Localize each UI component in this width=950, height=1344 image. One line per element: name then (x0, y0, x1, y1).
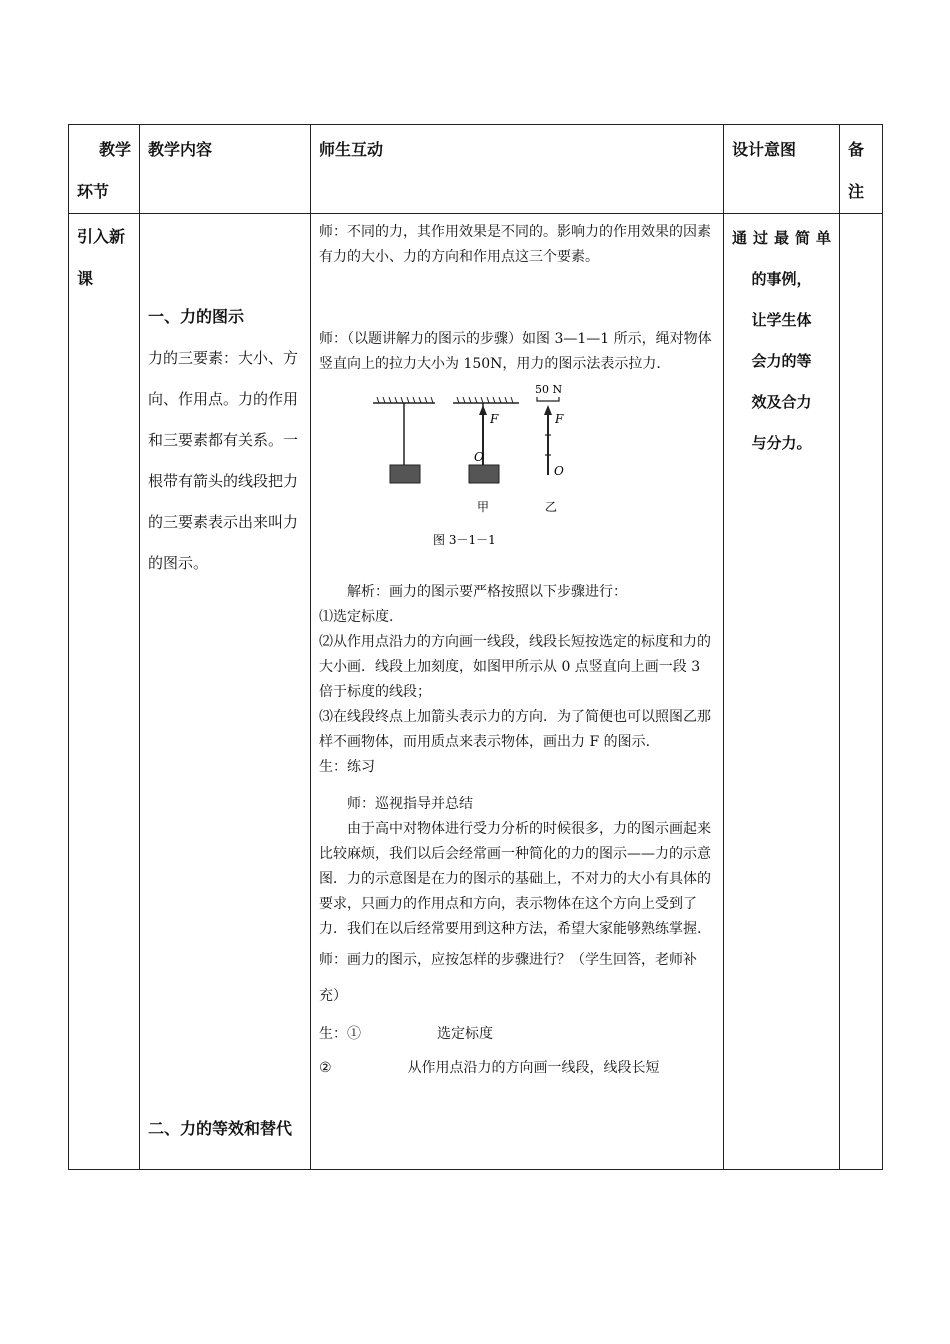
lesson-plan-table (68, 124, 883, 1170)
label-yi: 乙 (545, 500, 558, 514)
intent-line-4: 会力的等 (751, 352, 812, 370)
intent-cell (724, 214, 840, 1170)
header-notes (840, 125, 883, 214)
intent-line-3: 让学生体 (751, 311, 812, 329)
point-label-jia: O (474, 450, 484, 464)
header-stage (69, 125, 140, 214)
table-header-row (69, 125, 883, 214)
interaction-p11 (319, 1016, 715, 1052)
intent-line-2: 的事例， (751, 270, 812, 288)
interaction-p10: 师：画力的图示，应按怎样的步骤进行？（学生回答，老师补充） (319, 952, 697, 1004)
interaction-p3: 解析：画力的图示要严格按照以下步骤进行： (347, 584, 627, 600)
intent-line-5: 效及合力 (751, 393, 812, 411)
scale-label: 50 N (535, 383, 563, 396)
stage-line2: 课 (77, 269, 94, 288)
header-stage-line1: 教学 (98, 140, 131, 159)
interaction-p11-text: 选定标度 (437, 1026, 493, 1042)
header-intent: 设计意图 (724, 125, 840, 214)
point-label-yi: O (554, 464, 564, 478)
force-label-jia: F (490, 412, 499, 426)
figure-3-1-1 (369, 381, 715, 558)
interaction-p2: 师：（以题讲解力的图示的步骤）如图 3—1—1 所示，绳对物体竖直向上的拉力大小为 150N，用力的图示法表示拉力. (319, 331, 712, 372)
content-cell (140, 214, 311, 1170)
interaction-p6: ⑶在线段终点上加箭头表示力的方向．为了简便也可以照图乙那样不画物体，而用质点来表示物体，画出力 F 的图示. (319, 709, 711, 750)
intent-line-1: 通过最简单 (732, 229, 831, 247)
intent-line-6: 与分力。 (751, 434, 812, 452)
interaction-p1: 师：不同的力，其作用效果是不同的。影响力的作用效果的因素有力的大小、力的方向和作用点这三个要素。 (319, 224, 711, 265)
interaction-p12-text: 从作用点沿力的方向画一线段，线段长短 (407, 1060, 660, 1076)
content-heading-2: 二、力的等效和替代 (148, 1119, 293, 1138)
force-label-yi: F (555, 412, 564, 426)
block-left (390, 465, 420, 483)
interaction-p5: ⑵从作用点沿力的方向画一线段，线段长短按选定的标度和力的大小画．线段上加刻度，如图甲所示从 0 点竖直向上画一段 3 倍于标度的线段； (319, 634, 711, 700)
interaction-p9: 由于高中对物体进行受力分析的时候很多，力的图示画起来比较麻烦，我们以后会经常画一种简化的力的图示——力的示意图．力的示意图是在力的图示的基础上，不对力的大小有具体的要求，只画力的作用点和方向，表示物体在这个方向上受到了力．我们在以后经常要用到这种方法，希望大家能够熟练掌握. (319, 821, 711, 937)
header-interaction: 师生互动 (311, 125, 724, 214)
force-diagram-figure (369, 381, 599, 549)
label-jia: 甲 (477, 500, 490, 514)
notes-cell (840, 214, 883, 1170)
header-content: 教学内容 (140, 125, 311, 214)
figure-caption: 图 3－1－1 (433, 533, 496, 547)
interaction-p4: ⑴选定标度. (319, 609, 394, 625)
header-notes-line2: 注 (848, 182, 865, 201)
stage-line1: 引入新 (77, 227, 126, 246)
table-body-row (69, 214, 883, 1170)
block-middle (469, 465, 499, 483)
arrow-head-yi (544, 405, 552, 415)
header-stage-line2: 环节 (77, 182, 110, 201)
interaction-p8: 师：巡视指导并总结 (347, 796, 473, 812)
stage-cell (69, 214, 140, 1170)
content-paragraph-1: 力的三要素：大小、方向、作用点。力的作用和三要素都有关系。一根带有箭头的线段把力的三要素表示出来叫力的图示。 (148, 349, 299, 572)
interaction-p12-marker: ② (319, 1060, 332, 1076)
header-notes-line1: 备 (848, 140, 865, 159)
scale-bar (537, 397, 559, 401)
interaction-p11-marker: 生：① (319, 1026, 361, 1042)
arrow-head-jia (479, 405, 487, 415)
interaction-p12 (319, 1052, 715, 1084)
interaction-cell (311, 214, 724, 1170)
content-heading-1: 一、力的图示 (148, 307, 245, 326)
interaction-p7: 生：练习 (319, 759, 375, 775)
